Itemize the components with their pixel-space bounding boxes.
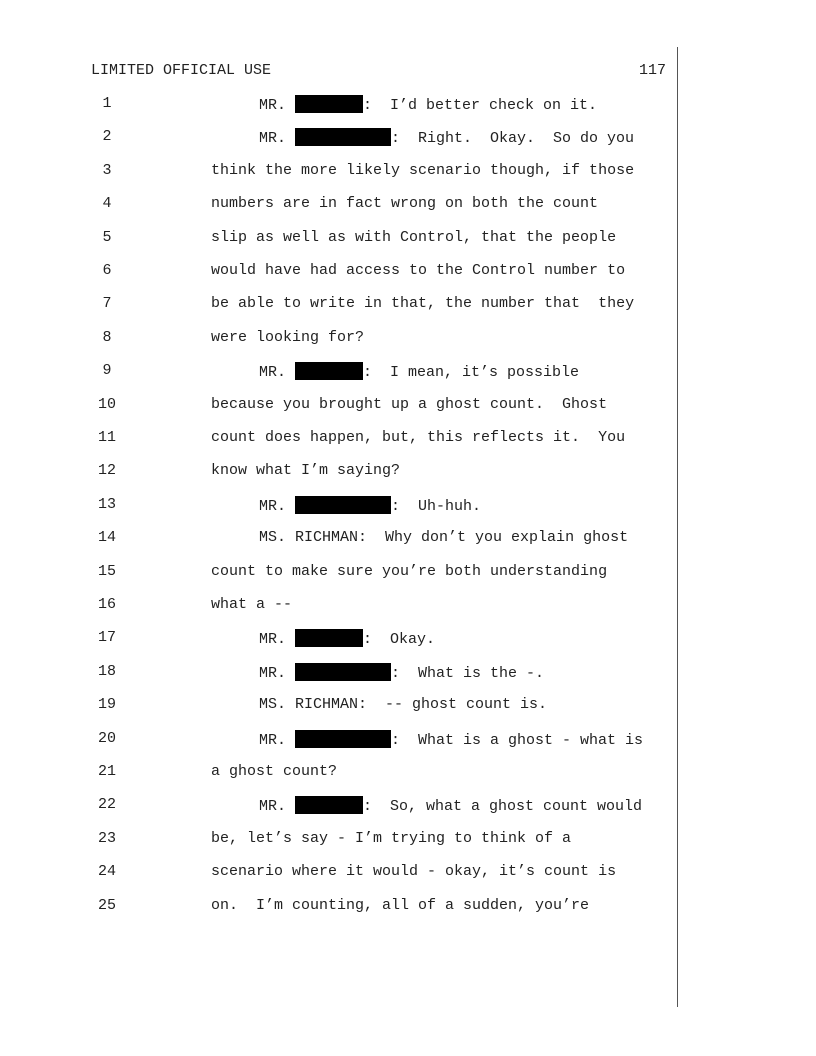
line-body: what a -- [211, 596, 293, 613]
transcript-line [0, 629, 670, 649]
redaction-block [295, 796, 363, 814]
line-text [211, 763, 666, 780]
line-text [211, 195, 666, 212]
line-body: think the more likely scenario though, if those [211, 161, 635, 179]
line-number: 12 [97, 462, 116, 480]
line-body: : What is a ghost - what is [391, 731, 644, 749]
line-text [211, 229, 666, 246]
speaker-label: MR. [259, 798, 296, 816]
line-number: 4 [102, 195, 112, 213]
line-text [211, 563, 666, 580]
line-body: scenario where it would - okay, it’s count is [211, 863, 617, 881]
line-body: be able to write in that, the number that they [211, 295, 635, 313]
line-body: : I’d better check on it. [363, 97, 598, 114]
transcript-line [0, 329, 670, 349]
line-number: 6 [102, 262, 112, 279]
line-number: 24 [97, 863, 116, 881]
transcript-line [0, 663, 670, 683]
transcript-line [0, 897, 670, 917]
line-text [259, 663, 666, 682]
line-number: 3 [102, 161, 112, 179]
line-number: 14 [97, 529, 116, 547]
page-number: 117 [638, 62, 666, 79]
line-body: : Okay. [363, 631, 436, 649]
line-body: numbers are in fact wrong on both the count [211, 195, 599, 213]
line-number: 10 [97, 395, 116, 413]
line-number: 20 [97, 729, 116, 747]
line-body: were looking for? [211, 328, 365, 346]
speaker-label: MR. [259, 664, 296, 682]
line-text [211, 462, 666, 479]
transcript-line [0, 195, 670, 215]
transcript-line [0, 563, 670, 583]
transcript-line [0, 229, 670, 249]
transcript-line [0, 730, 670, 750]
line-number: 15 [97, 562, 116, 580]
line-body: be, let’s say - I’m trying to think of a [211, 829, 572, 847]
transcript-line [0, 462, 670, 482]
transcript-line [0, 496, 670, 516]
line-body: : I mean, it’s possible [363, 364, 580, 382]
line-text [259, 730, 666, 749]
transcript-line [0, 429, 670, 449]
line-text [259, 128, 666, 147]
transcript-line [0, 128, 670, 148]
line-number: 7 [102, 295, 112, 313]
line-text [259, 496, 666, 515]
line-text [211, 262, 666, 279]
line-body: -- ghost count is. [367, 696, 548, 714]
line-number: 23 [97, 829, 116, 847]
transcript-line [0, 696, 670, 716]
redaction-block [295, 663, 391, 681]
speaker-label: MS. RICHMAN: [259, 529, 368, 547]
right-margin-rule [677, 47, 678, 1007]
transcript-line [0, 295, 670, 315]
transcript-line [0, 362, 670, 382]
line-body: on. I’m counting, all of a sudden, you’re [211, 896, 590, 914]
line-number: 11 [97, 429, 116, 446]
transcript-line [0, 830, 670, 850]
line-text [211, 162, 666, 179]
line-text [259, 529, 666, 546]
transcript-line [0, 95, 670, 115]
line-text [211, 596, 666, 613]
line-number: 13 [97, 495, 116, 513]
line-number: 18 [97, 662, 116, 680]
line-text [259, 796, 666, 815]
line-body: slip as well as with Control, that the people [211, 228, 617, 246]
redaction-block [295, 362, 363, 380]
line-number: 16 [97, 596, 116, 613]
transcript-line [0, 262, 670, 282]
redaction-block [295, 128, 391, 146]
line-number: 25 [97, 896, 116, 914]
transcript-line [0, 396, 670, 416]
redaction-block [295, 730, 391, 748]
transcript-line [0, 596, 670, 616]
line-body: count to make sure you’re both understanding [211, 562, 608, 580]
line-number: 1 [102, 95, 112, 112]
line-text [259, 362, 666, 381]
speaker-label: MR. [259, 364, 296, 382]
line-body: a ghost count? [211, 763, 338, 780]
speaker-label: MR. [259, 731, 296, 749]
line-text [259, 95, 666, 114]
speaker-label: MR. [259, 130, 296, 148]
redaction-block [295, 629, 363, 647]
classification-header: LIMITED OFFICIAL USE [91, 62, 272, 79]
line-number: 9 [102, 362, 112, 380]
transcript-line [0, 529, 670, 549]
line-body: : What is the -. [391, 664, 545, 682]
redaction-block [295, 95, 363, 113]
line-text [259, 629, 666, 648]
line-body: : So, what a ghost count would [363, 798, 643, 816]
line-text [211, 329, 666, 346]
transcript-line [0, 796, 670, 816]
line-body: because you brought up a ghost count. Ghost [211, 395, 608, 413]
line-number: 17 [97, 629, 116, 647]
line-text [211, 396, 666, 413]
line-body: : Right. Okay. So do you [391, 130, 635, 148]
line-text [259, 696, 666, 713]
redaction-block [295, 496, 391, 514]
line-body: : Uh-huh. [391, 497, 482, 515]
transcript-line [0, 863, 670, 883]
line-text [211, 830, 666, 847]
line-text [211, 295, 666, 312]
line-body: would have had access to the Control number to [211, 262, 626, 279]
line-body: Why don’t you explain ghost [367, 529, 629, 547]
line-number: 5 [102, 228, 112, 246]
transcript-line [0, 162, 670, 182]
speaker-label: MR. [259, 631, 296, 649]
line-body: know what I’m saying? [211, 462, 401, 480]
speaker-label: MR. [259, 497, 296, 515]
line-body: count does happen, but, this reflects it. You [211, 429, 626, 446]
line-text [211, 897, 666, 914]
speaker-label: MS. RICHMAN: [259, 696, 368, 714]
transcript-line [0, 763, 670, 783]
speaker-label: MR. [259, 97, 296, 114]
line-number: 22 [97, 796, 116, 814]
line-number: 19 [97, 696, 116, 714]
line-text [211, 429, 666, 446]
line-number: 8 [102, 328, 112, 346]
line-number: 21 [97, 763, 116, 780]
line-number: 2 [102, 128, 112, 146]
line-text [211, 863, 666, 880]
